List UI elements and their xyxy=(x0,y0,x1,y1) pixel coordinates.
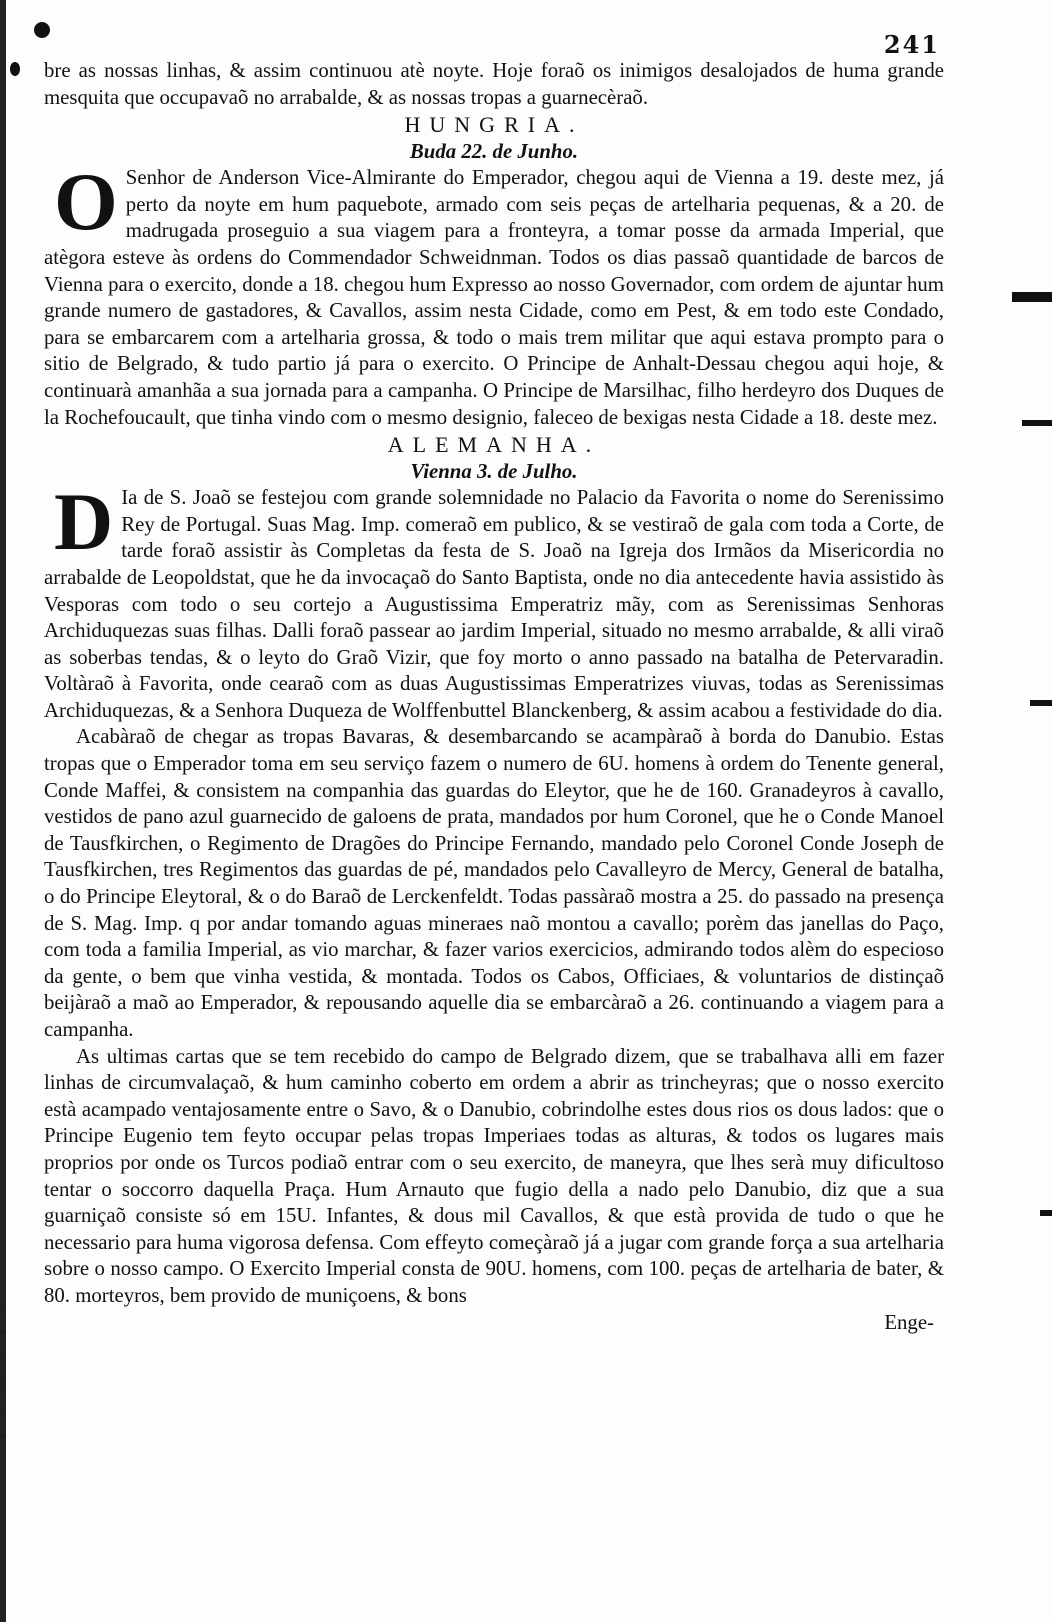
drop-cap: O xyxy=(54,156,118,248)
alemanha-paragraph-3: As ultimas cartas que se tem recebido do campo de Belgrado dizem, que se trabalhava alli em fazer linhas de circumvalaçaõ, & hum caminho coberto em ordem a abrir as trincheyras; que o nosso exercito està acampado ventajosamente entre o Savo, & o Danubio, cobrindolhe estes dous rios os dous lados: que o Principe Eugenio tem feyto occupar pelas tropas Imperiaes todas as alturas, & todos os lugares mais proprios por onde os Turcos podiaõ entrar com o seu exercito, de maneyra, que lhes serà muy dificultoso tentar o soccorro daquella Praça. Hum Arnauto que fugio della a nado pelo Danubio, diz que a sua guarniçaõ consiste só em 15U. Infantes, & dous mil Cavallos, & que està provida de tudo o que he necessario para huma vigorosa defensa. Com effeyto começàraõ já a jugar com grande força a sua artelharia sobre o nosso campo. O Exercito Imperial consta de 90U. homens, com 100. peças de artelharia de bater, & 80. morteyros, bem provido de muniçoens, & bons xyxy=(44,1044,944,1307)
dateline-buda: Buda 22. de Junho. xyxy=(409,140,579,164)
left-margin-marks: . . . . . . xyxy=(0,1295,5,1441)
page-edge-mark xyxy=(1030,700,1052,706)
alemanha-paragraph-1 xyxy=(44,476,944,724)
hungria-text: Senhor de Anderson Vice-Almirante do Emperador, chegou aqui de Vienna a 19. deste mez, já perto da noyte em hum paquebote, armado com seis peças de artelharia pequenas, & a 20. de madrugada proseguio a sua viagem para a fronteyra, a tomar posse da armada Imperial, que atègora esteve às ordens do Commendador Schweidnman. Todos os dias passaõ quantidade de barcos de Vienna para o exercito, donde a 18. chegou hum Expresso ao nosso Governador, com ordem de ajuntar hum grande numero de gastadores, & Cavallos, assim nesta Cidade, como em Pest, & em todo este Condado, para se embarcarem com a artelharia grossa, & todo o mais trem militar que aqui estava prompto para o sitio de Belgrado, & tudo partio já para o exercito. O Principe de Anhalt-Dessau chegou aqui hoje, & continuarà amanhãa a sua jornada para a campanha. O Principe de Marsilhac, filho herdeyro dos Duques de la Rochefoucault, que tinha vindo com o mesmo designio, faleceo de bexigas nesta Cidade a 18. deste mez. xyxy=(44,166,944,429)
alemanha-paragraph-2: Acabàraõ de chegar as tropas Bavaras, & desembarcando se acampàraõ à borda do Danubio. Estas tropas que o Emperador toma em seu serviço fazem o numero de 6U. homens à ordem do Tenente general, Conde Maffei, & consistem na companhia das guardas do Eleytor, que he de 160. Granadeyros à cavallo, vestidos de pano azul guarnecido de galoens de prata, mandados por hum Coronel, que he o Conde Manoel de Tausfkirchen, o Regimento de Dragões do Principe Fernando, mandado pelo Coronel Conde Joseph de Tausfkirchen, tres Regimentos das guardas de pé, mandados pelo Cavalleyro de Mercy, General de batalha, o do Principe Eleytoral, & o do Baraõ de Lerckenfeldt. Todas passàraõ mostra a 25. do passado na presença de S. Mag. Imp. q por andar tomando aguas mineraes naõ montou a cavallo; porèm das janellas do Paço, com toda a familia Imperial, as vio marchar, & fazer varios exercicios, admirando todos alèm do especioso da gente, o bem que vinha vestida, & montada. Todos os Cabos, Officiaes, & voluntarios de distinçaõ beijàraõ a maõ ao Emperador, & repousando aquelle dia se embarcàraõ a 26. continuando a viagem para a campanha. xyxy=(44,725,944,1041)
page-edge-mark xyxy=(1022,420,1052,426)
section-heading-hungria: HUNGRIA. xyxy=(404,112,584,138)
article-body xyxy=(44,58,944,1336)
alemanha-text-1: Ia de S. Joaõ se festejou com grande solemnidade no Palacio da Favorita o nome do Serenissimo Rey de Portugal. Suas Mag. Imp. comeraõ em publico, & se vestiraõ de gala com toda a Corte, de tarde foraõ assistir às Completas da festa de S. Joaõ na Igreja dos Irmãos da Misericordia no arrabalde de Leopoldstat, que he da invocaçaõ do Santo Baptista, onde no dia antecedente havia assistido às Vesporas com todo o seu cortejo a Augustissima Emperatriz mãy, com as Serenissimas Senhoras Archiduquezas suas filhas. Dalli foraõ passear ao jardim Imperial, situado no mesmo arrabalde, & alli viraõ as soberbas tendas, & o leyto do Graõ Vizir, que foy morto o anno passado na batalha de Petervaradin. Voltàraõ à Favorita, onde cearaõ com as duas Augustissimas Emperatrizes viuvas, todas as Serenissimas Archiduquezas, & a Senhora Duqueza de Wolffenbuttel Blanckenberg, & assim acabou a festividade do dia. xyxy=(44,486,944,722)
catchword: Enge- xyxy=(884,1310,934,1334)
ink-blot xyxy=(10,62,20,76)
intro-paragraph: bre as nossas linhas, & assim continuou atè noyte. Hoje foraõ os inimigos desalojados de huma grande mesquita que occupavaõ no arrabalde, & as nossas tropas a guarnecèraõ. xyxy=(44,59,944,109)
page-edge-mark xyxy=(1040,1210,1052,1216)
drop-cap: D xyxy=(54,476,114,568)
page-number: 241 xyxy=(883,30,940,59)
dateline-vienna: Vienna 3. de Julho. xyxy=(410,460,578,484)
ink-blot xyxy=(34,22,50,38)
hungria-paragraph xyxy=(44,156,944,431)
page-edge-mark xyxy=(1012,292,1052,302)
section-heading-alemanha: ALEMANHA. xyxy=(387,432,601,458)
